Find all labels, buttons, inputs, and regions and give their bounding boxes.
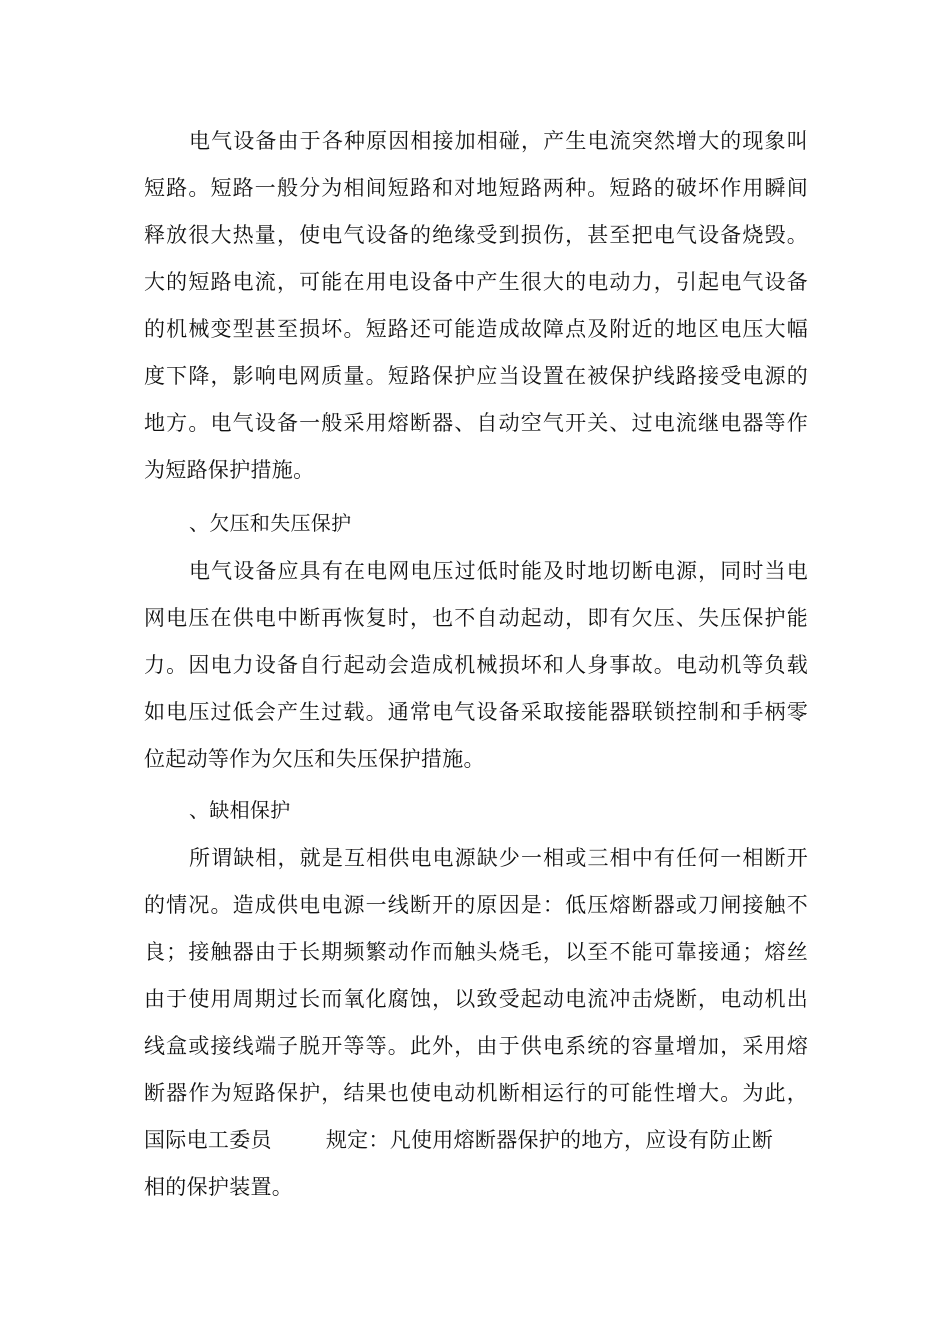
paragraph-line: 为短路保护措施。	[144, 458, 315, 482]
paragraph-line: 电气设备应具有在电网电压过低时能及时地切断电源，同时当电	[189, 559, 808, 583]
paragraph-line: 断器作为短路保护，结果也使电动机断相运行的可能性增大。为此，	[144, 1081, 808, 1105]
paragraph-line: 的情况。造成供电电源一线断开的原因是：低压熔断器或刀闸接触不	[144, 893, 808, 917]
paragraph-line	[144, 1117, 808, 1164]
inline-text: 规定：凡使用熔断器保护的地方，应设有防止断	[325, 1128, 774, 1152]
paragraph-undervoltage	[144, 548, 808, 783]
section-heading-phase-loss	[144, 787, 808, 834]
paragraph-line: 相的保护装置。	[144, 1175, 294, 1199]
paragraph-line: 度下降，影响电网质量。短路保护应当设置在被保护线路接受电源的	[144, 364, 808, 388]
section-heading-undervoltage	[144, 500, 808, 547]
paragraph-line: 良；接触器由于长期频繁动作而触头烧毛，以至不能可靠接通；熔丝	[144, 940, 808, 964]
paragraph-phase-loss	[144, 835, 808, 1211]
section-heading: 、缺相保护	[189, 798, 291, 822]
paragraph-line: 短路。短路一般分为相间短路和对地短路两种。短路的破坏作用瞬间	[144, 176, 808, 200]
inline-text: 国际电工委员	[144, 1128, 272, 1152]
paragraph-line: 大的短路电流，可能在用电设备中产生很大的电动力，引起电气设备	[144, 270, 808, 294]
paragraph-line: 如电压过低会产生过载。通常电气设备采取接能器联锁控制和手柄零	[144, 700, 808, 724]
section-heading: 、欠压和失压保护	[189, 511, 352, 535]
paragraph-line: 释放很大热量，使电气设备的绝缘受到损伤，甚至把电气设备烧毁。	[144, 223, 808, 247]
paragraph-line: 地方。电气设备一般采用熔断器、自动空气开关、过电流继电器等作	[144, 411, 808, 435]
paragraph-line: 的机械变型甚至损坏。短路还可能造成故障点及附近的地区电压大幅	[144, 317, 808, 341]
paragraph-line: 线盒或接线端子脱开等等。此外，由于供电系统的容量增加，采用熔	[144, 1034, 808, 1058]
paragraph-short-circuit	[144, 118, 808, 494]
paragraph-line: 位起动等作为欠压和失压保护措施。	[144, 747, 485, 771]
paragraph-line: 由于使用周期过长而氧化腐蚀，以致受起动电流冲击烧断，电动机出	[144, 987, 808, 1011]
paragraph-line: 网电压在供电中断再恢复时，也不自动起动，即有欠压、失压保护能	[144, 606, 808, 630]
paragraph-line: 力。因电力设备自行起动会造成机械损坏和人身事故。电动机等负载	[144, 653, 808, 677]
paragraph-line: 所谓缺相，就是互相供电电源缺少一相或三相中有任何一相断开	[189, 846, 808, 870]
paragraph-line: 电气设备由于各种原因相接加相碰，产生电流突然增大的现象叫	[189, 129, 808, 153]
